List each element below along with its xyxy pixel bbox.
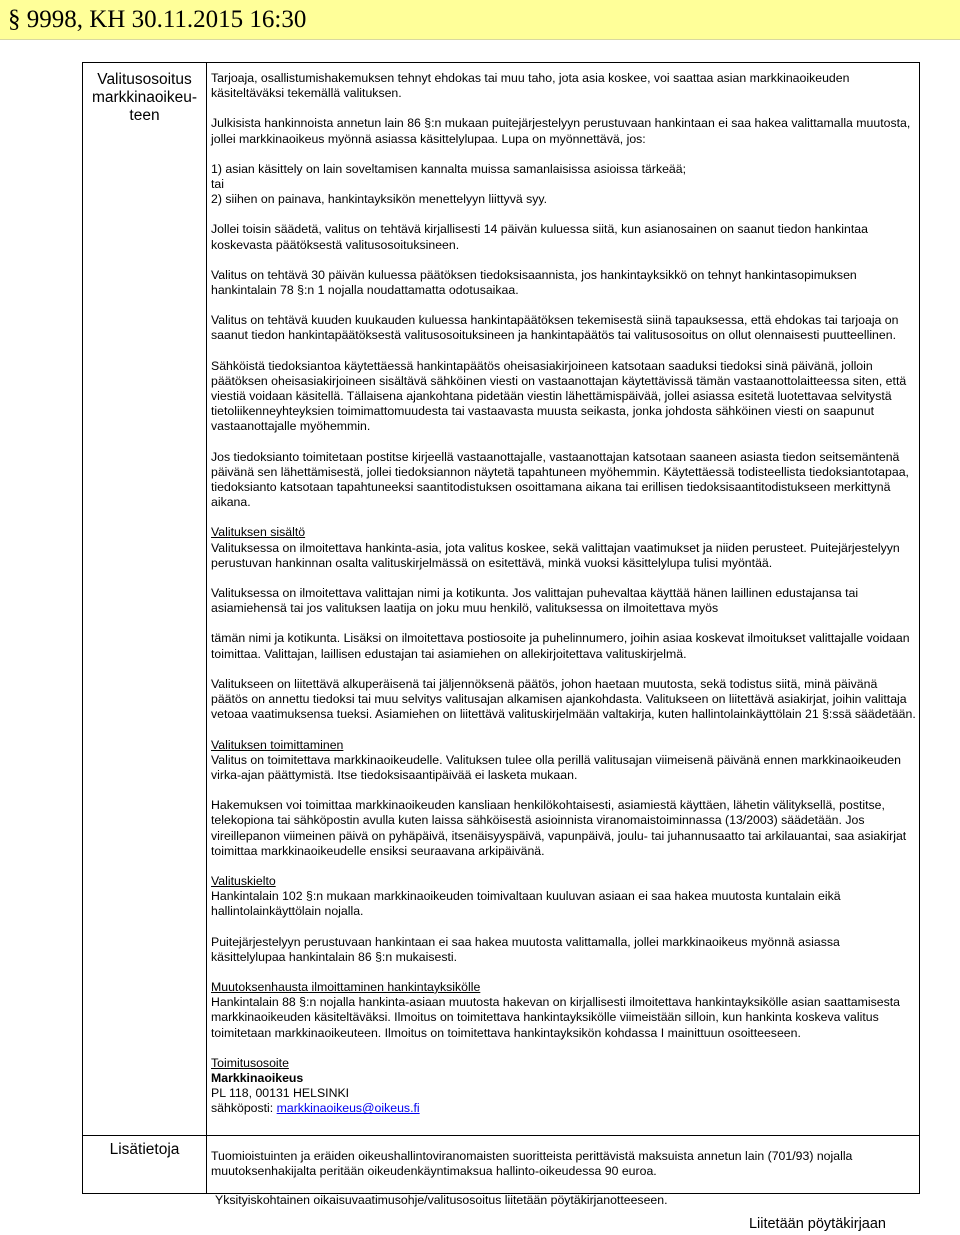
paragraph: Jos tiedoksianto toimitetaan postitse kirjeellä vastaanottajalle, vastaanottajan katsotaan saaneen asiasta tiedon seitsemäntenä päivänä sen lähettämisestä, jollei tiedoksiannon näytetä tapahtuneen myöhemmin. Käytettäessä todisteellista tiedoksiantotapaa, tiedoksianto katsotaan tapahtuneeksi saantitodistuksen osoittamana aikana tai erillisen tiedoksisaantitodistukseen merkittynä aikana. bbox=[211, 449, 909, 510]
paragraph: Valituksessa on ilmoitettava hankinta-asia, jota valitus koskee, sekä valittajan vaatimukset ja niiden perusteet. Puitejärjestelyyn perustuvan hankinnan osalta valituskirjelmässä on esitettävä, minkä vuoksi käsittelylupa tulisi myöntää. bbox=[211, 540, 900, 570]
section-heading: Valituksen sisältö bbox=[211, 525, 306, 540]
side-label-lisatietoja: Lisätietoja bbox=[109, 1141, 180, 1158]
section-heading: Muutoksenhausta ilmoittaminen hankintayksikölle bbox=[211, 979, 481, 994]
paragraph: Valitus on tehtävä 30 päivän kuluessa päätöksen tiedoksisaannista, jos hankintayksikkö on tehnyt hankintasopimuksen hankintalain 78 §:n 1 nojalla noudattamatta odotusaikaa. bbox=[211, 267, 857, 298]
appeal-instructions-table bbox=[82, 62, 920, 1194]
footer-note: Liitetään pöytäkirjaan bbox=[748, 1216, 886, 1232]
paragraph: Tuomioistuinten ja eräiden oikeushallintoviranomaisten suoritteista perittävistä maksuista annetun lain (701/93) nojalla muutoksenhakijalta peritään oikeudenkäyntimaksua hallinto-oikeudessa 90 euroa. bbox=[211, 1149, 853, 1179]
column-divider bbox=[206, 63, 207, 1193]
email-label: sähköposti: bbox=[211, 1101, 277, 1116]
paragraph: Hakemuksen voi toimittaa markkinaoikeuden kansliaan henkilökohtaisesti, asiamiestä käyttäen, lähetin välityksellä, postitse, telekopiona tai sähköpostin avulla kuten laissa sähköisestä asioinnista viranomaistoiminnassa (13/2003) säädetään. Jos vireillepanon viimeinen päivä on pyhäpäivä, itsenäisyyspäivä, vapunpäivä, joulu- tai juhannusaatto tai arkilauantai, saa asiakirjat toimittaa markkinaoikeudelle ensiksi seuraavana arkipäivänä. bbox=[211, 798, 907, 858]
section-heading: Valituskielto bbox=[211, 873, 276, 888]
list-item: 1) asian käsittely on lain soveltamisen kannalta muissa samanlaisissa asioissa tärkeää; bbox=[211, 161, 687, 176]
document-header: § 9998, KH 30.11.2015 16:30 bbox=[0, 0, 960, 40]
protocol-note: Yksityiskohtainen oikaisuvaatimusohje/valitusosoitus liitetään pöytäkirjanotteeseen. bbox=[215, 1193, 668, 1207]
list-item: tai bbox=[211, 177, 224, 192]
paragraph: tämän nimi ja kotikunta. Lisäksi on ilmoitettava postiosoite ja puhelinnumero, joihin asiaa koskevat ilmoitukset valittajalle voidaan toimittaa. Valittajan, laillisen edustajan tai asiamiehen on allekirjoitettava valituskirjelmä. bbox=[211, 631, 910, 661]
side-label-valitusosoitus: Valitusosoitus markkinaoikeu- teen bbox=[91, 71, 198, 124]
appeal-text bbox=[211, 71, 917, 1117]
list-item: 2) siihen on painava, hankintayksikön menettelyyn liittyvä syy. bbox=[211, 192, 548, 207]
paragraph: Jollei toisin säädetä, valitus on tehtävä kirjallisesti 14 päivän kuluessa siitä, kun asianosainen on saanut tiedon hankintaa koskevasta päätöksestä valitusosoituksineen. bbox=[211, 222, 868, 252]
paragraph: Valitus on toimitettava markkinaoikeudelle. Valituksen tulee olla perillä valitusajan viimeisenä päivänä ennen markkinaoikeuden virka-ajan päättymistä. Itse tiedoksisaantipäivää ei lasketa mukaan. bbox=[211, 752, 901, 782]
address-name: Markkinaoikeus bbox=[211, 1070, 304, 1085]
paragraph: Hankintalain 102 §:n mukaan markkinaoikeuden toimivaltaan kuuluvan asiaan ei saa hakea muutosta kuntalain eikä hallintolainkäyttölain nojalla. bbox=[211, 889, 841, 919]
paragraph: Valitus on tehtävä kuuden kuukauden kuluessa hankintapäätöksen tekemisestä siinä tapauksessa, että ehdokas tai tarjoaja on saanut tiedon hankintapäätöksestä valitusosoituksineen ja hankintapäätös tai valitusosoitus on ollut olennaisesti puutteellinen. bbox=[211, 313, 899, 343]
row-divider bbox=[83, 1135, 919, 1136]
paragraph: Valitukseen on liitettävä alkuperäisenä tai jäljennöksenä päätös, johon haetaan muutosta, sekä todistus siitä, minä päivänä päätös on annettu tiedoksi tai muu selvitys valitusajan alkamisen ajankohdasta. Valitukseen on liitettävä asiakirjat, joihin valittaja vetoaa vaatimuksensa tueksi. Asiamiehen on liitettävä valituskirjelmään valtakirja, kuten hallintolainkäyttölain 21 §:ssä säädetään. bbox=[211, 676, 916, 722]
section-heading: Toimitusosoite bbox=[211, 1055, 289, 1070]
paragraph: Julkisista hankinnoista annetun lain 86 §:n mukaan puitejärjestelyyn perustuvaan hankintaan ei saa hakea valittamalla muutosta, jollei markkinaoikeus myönnä asiassa käsittelylupaa. Lupa on myönnettävä, jos: bbox=[211, 116, 911, 146]
paragraph: Tarjoaja, osallistumishakemuksen tehnyt ehdokas tai muu taho, jota asia koskee, voi saattaa asian markkinaoikeuden käsiteltäväksi tekemällä valituksen. bbox=[211, 71, 850, 101]
email-link[interactable]: markkinaoikeus@oikeus.fi bbox=[276, 1101, 420, 1116]
paragraph: Valituksessa on ilmoitettava valittajan nimi ja kotikunta. Jos valittajan puhevaltaa käyttää hänen laillinen edustajansa tai asiamiehensä tai jos valituksen laatija on joku muu henkilö, valituksessa on ilmoitettava myös bbox=[211, 586, 859, 616]
additional-info-text bbox=[211, 1149, 917, 1194]
email-line bbox=[211, 1101, 917, 1116]
paragraph: Hankintalain 88 §:n nojalla hankinta-asiaan muutosta hakevan on kirjallisesti ilmoitettava hankintayksikölle asian saattamisesta markkinaoikeuden käsiteltäväksi. Ilmoitus on toimitettava hankintayksikölle viimeistään silloin, kun hankinta koskeva valitus toimitetaan markkinaoikeuteen. Ilmoitus on toimitettava hankintayksikön kohdassa I mainittuun osoitteeseen. bbox=[211, 995, 901, 1040]
paragraph: Puitejärjestelyyn perustuvaan hankintaan ei saa hakea muutosta valittamalla, jollei markkinaoikeus myönnä asiassa käsittelylupaa hankintalain 86 §:n mukaisesti. bbox=[211, 934, 840, 964]
paragraph: Sähköistä tiedoksiantoa käytettäessä hankintapäätös oheisasiakirjoineen katsotaan saaduksi tiedoksi sinä päivänä, jolloin päätöksen oheisasiakirjoineen sisältävä sähköinen viesti on vastaanottajan käytettävissä tämän vastaanottolaitteessa siten, että viestiä voidaan käsitellä. Tällaisena ajankohtana pidetään viestin lähettämispäivää, jollei asiassa esitetä luotettavaa selvitystä tietoliikenneyhteyksien toimimattomuudesta tai vastaavasta muusta seikasta, jonka johdosta sähköinen viesti on saapunut vastaanottajalle myöhemmin. bbox=[211, 358, 907, 434]
address-street: PL 118, 00131 HELSINKI bbox=[211, 1086, 350, 1101]
section-heading: Valituksen toimittaminen bbox=[211, 737, 344, 752]
